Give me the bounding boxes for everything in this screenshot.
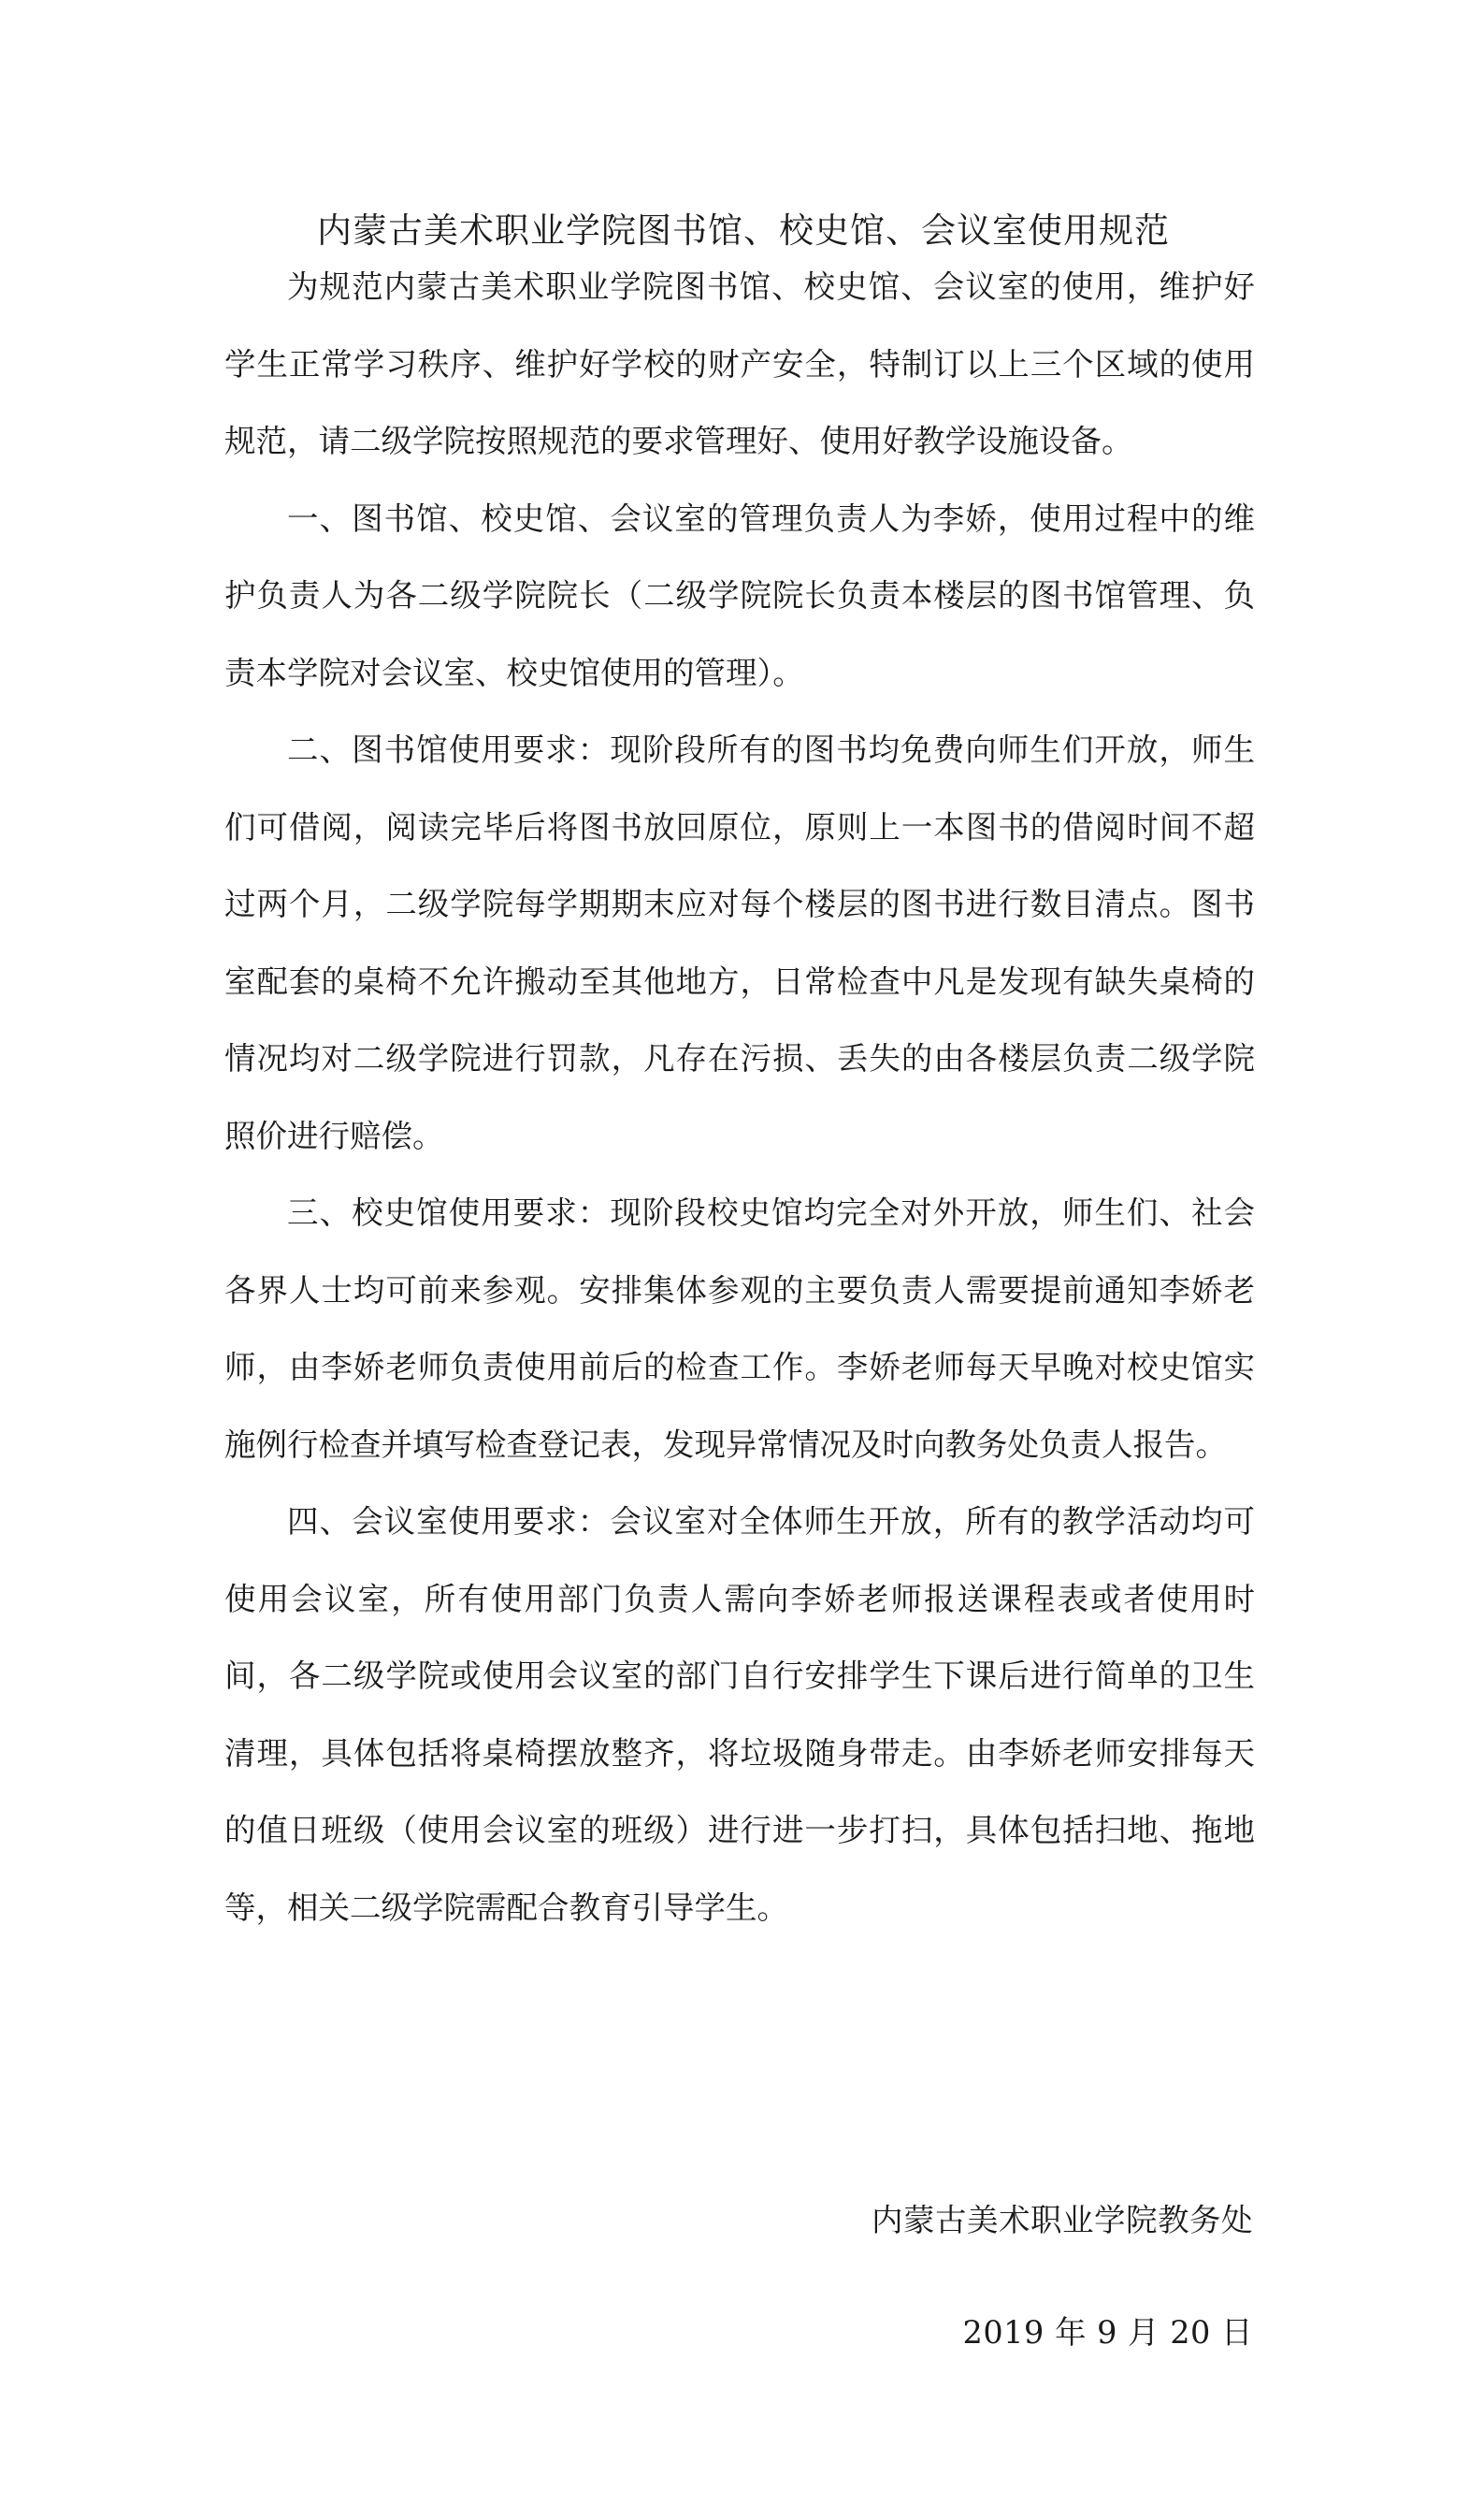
- intro-paragraph: 为规范内蒙古美术职业学院图书馆、校史馆、会议室的使用，维护好学生正常学习秩序、维护好学校的财产安全，特制订以上三个区域的使用规范，请二级学院按照规范的要求管理好、使用好教学设施设备。: [224, 268, 1255, 459]
- document-title: 内蒙古美术职业学院图书馆、校史馆、会议室使用规范: [317, 210, 1170, 251]
- section-3-paragraph: 三、校史馆使用要求：现阶段校史馆均完全对外开放，师生们、社会各界人士均可前来参观。安排集体参观的主要负责人需要提前通知李娇老师，由李娇老师负责使用前后的检查工作。李娇老师每天早晚对校史馆实施例行检查并填写检查登记表，发现异常情况及时向教务处负责人报告。: [224, 1194, 1255, 1463]
- section-2-paragraph: 二、图书馆使用要求：现阶段所有的图书均免费向师生们开放，师生们可借阅，阅读完毕后将图书放回原位，原则上一本图书的借阅时间不超过两个月，二级学院每学期期末应对每个楼层的图书进行数目清点。图书室配套的桌椅不允许搬动至其他地方，日常检查中凡是发现有缺失桌椅的情况均对二级学院进行罚款，凡存在污损、丢失的由各楼层负责二级学院照价进行赔偿。: [224, 731, 1255, 1154]
- document-body: [224, 249, 1255, 1947]
- issue-date: 2019 年 9 月 20 日: [962, 2314, 1253, 2351]
- section-4-paragraph: 四、会议室使用要求：会议室对全体师生开放，所有的教学活动均可使用会议室，所有使用部门负责人需向李娇老师报送课程表或者使用时间，各二级学院或使用会议室的部门自行安排学生下课后进行简单的卫生清理，具体包括将桌椅摆放整齐，将垃圾随身带走。由李娇老师安排每天的值日班级（使用会议室的班级）进行进一步打扫，具体包括扫地、拖地等，相关二级学院需配合教育引导学生。: [224, 1503, 1255, 1926]
- section-1-paragraph: 一、图书馆、校史馆、会议室的管理负责人为李娇，使用过程中的维护负责人为各二级学院院长（二级学院院长负责本楼层的图书馆管理、负责本学院对会议室、校史馆使用的管理）。: [224, 499, 1255, 691]
- issuer-signature: 内蒙古美术职业学院教务处: [872, 2202, 1253, 2238]
